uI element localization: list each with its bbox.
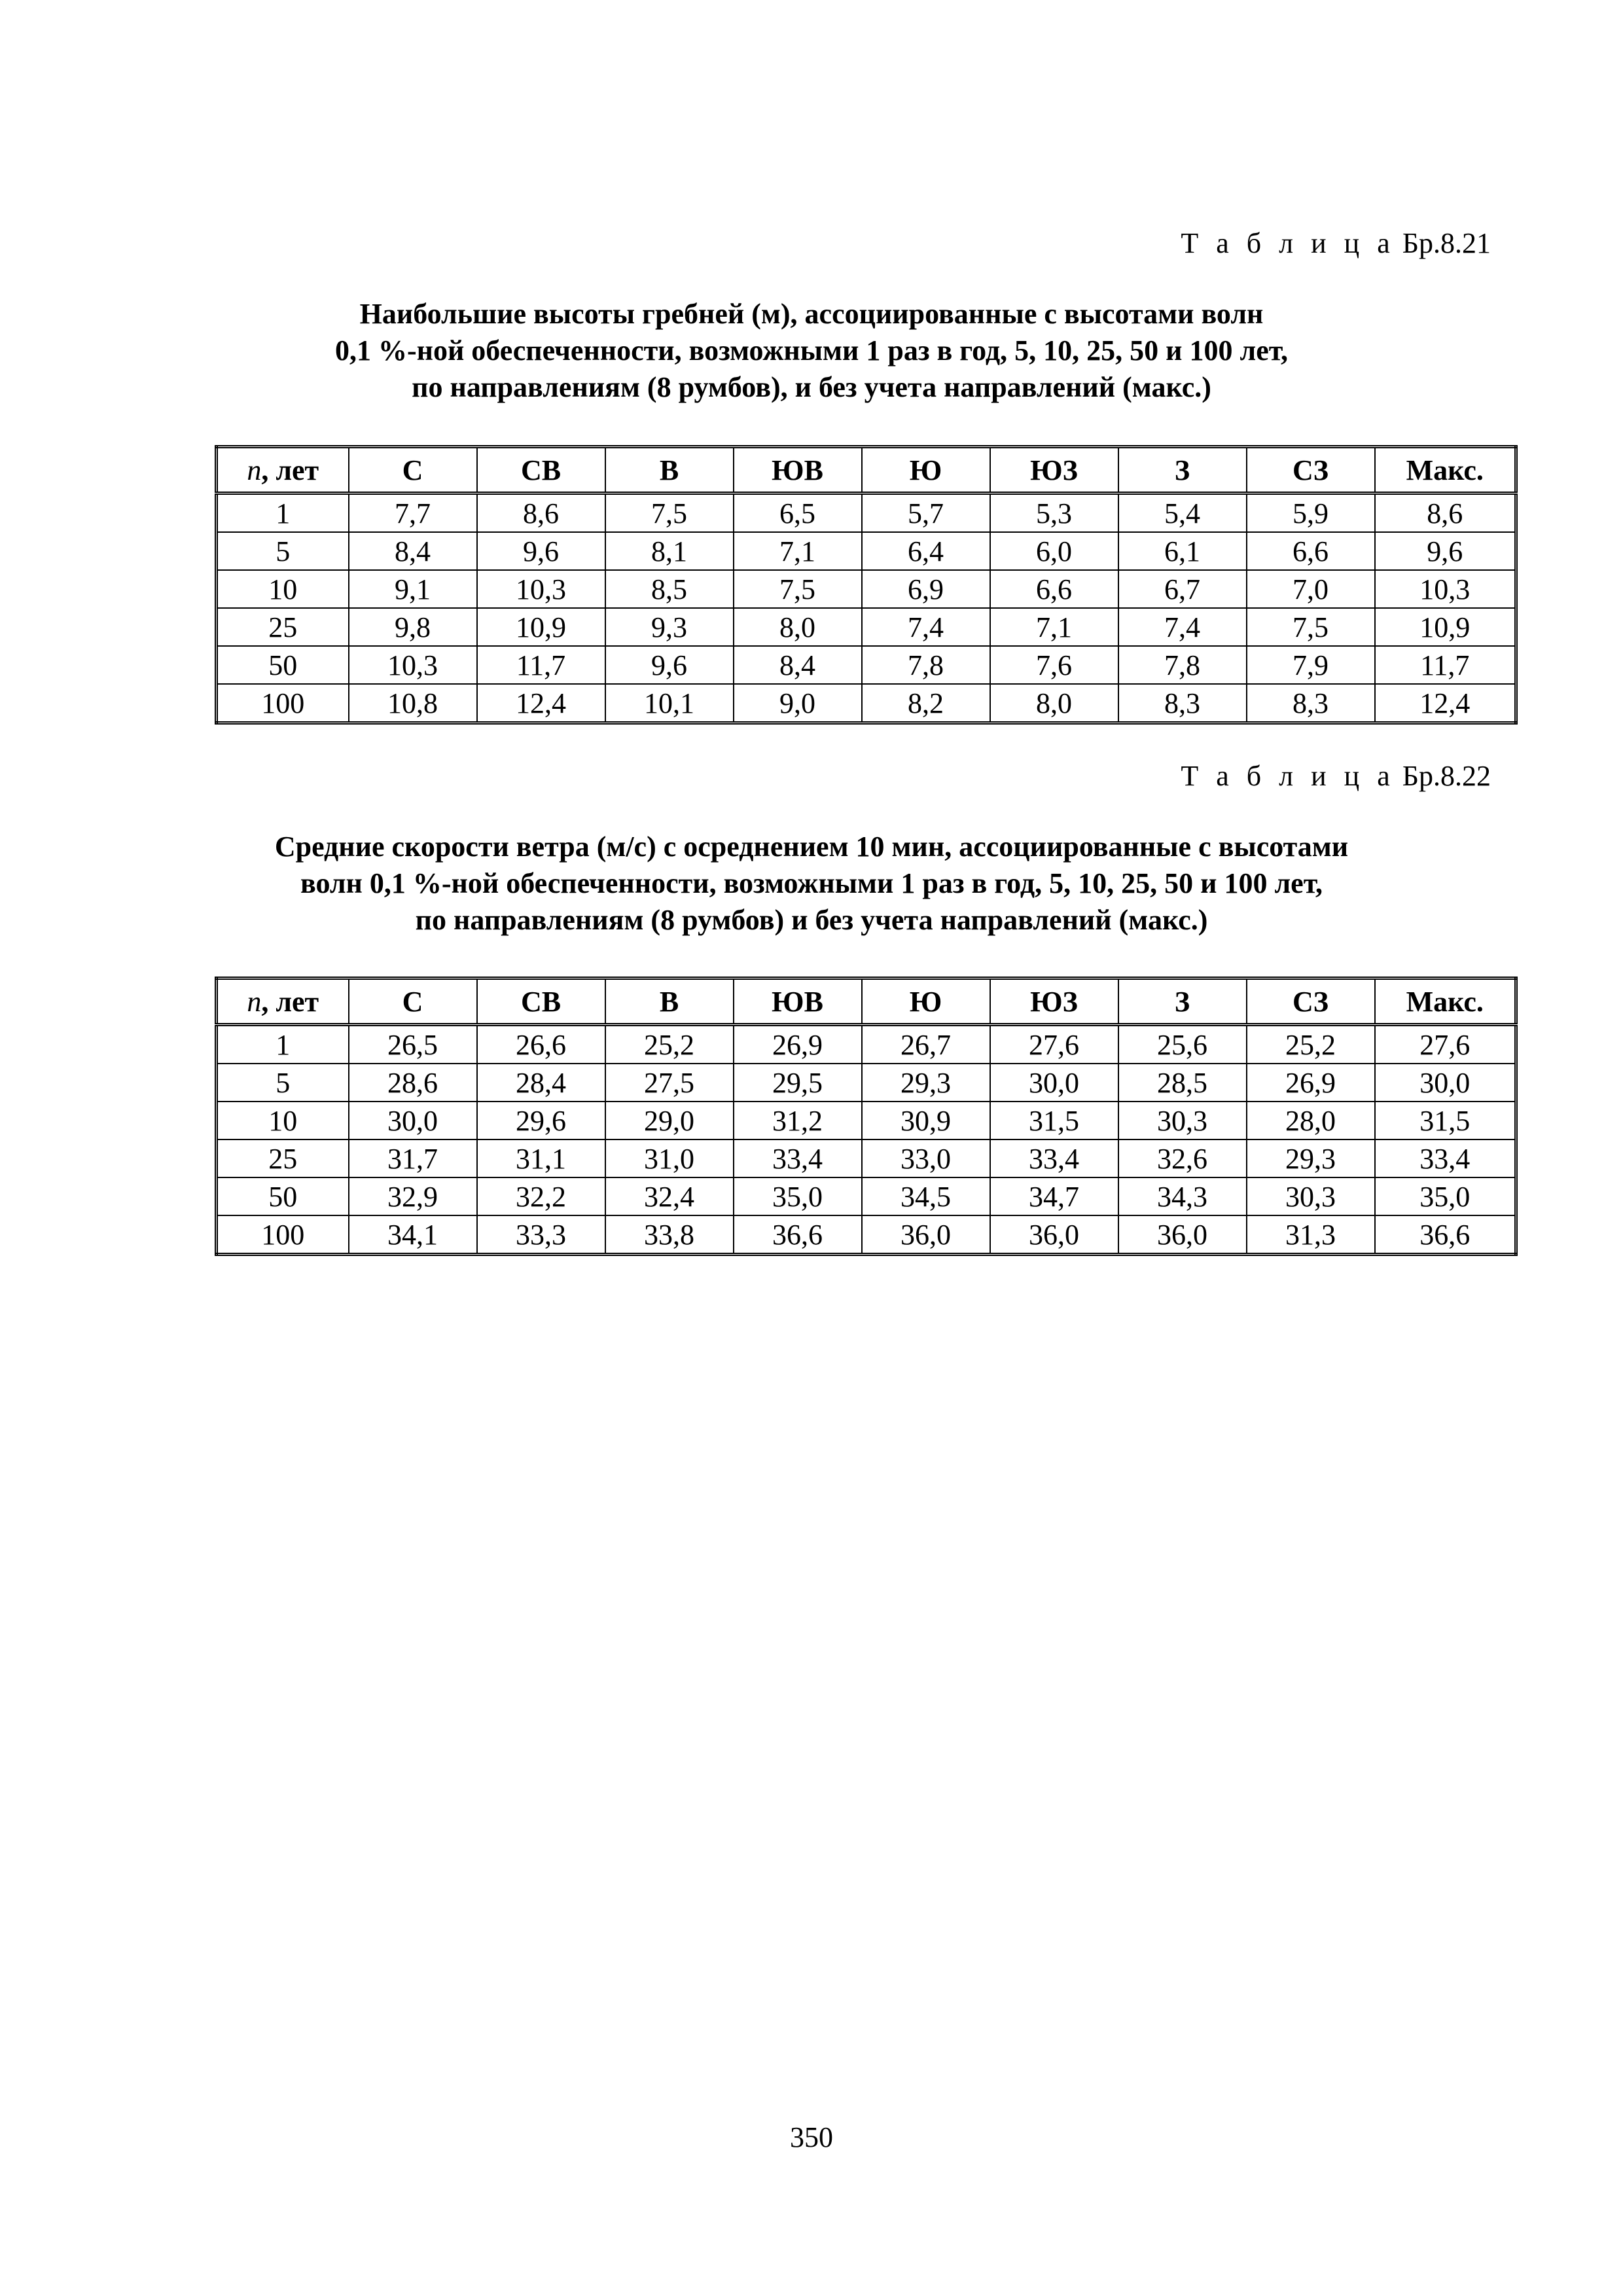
table-cell: 7,8: [862, 646, 990, 684]
table-cell: 7,5: [734, 570, 862, 608]
table-cell: 9,0: [734, 684, 862, 723]
table-row: [217, 570, 1516, 608]
table-cell: 35,0: [734, 1177, 862, 1215]
table-row: [217, 646, 1516, 684]
table-label-1: [1181, 226, 1491, 260]
table-row: [217, 1177, 1516, 1215]
table-cell: 36,6: [734, 1215, 862, 1255]
column-header-years: n, лет: [217, 447, 349, 493]
table-label-2: [1181, 759, 1491, 793]
wind-speed-table: [215, 977, 1518, 1256]
caption-line: 0,1 %-ной обеспеченности, возможными 1 раз в год, 5, 10, 25, 50 и 100 лет,: [334, 334, 1289, 367]
table-label-prefix: Т а б л и ц а: [1181, 760, 1395, 792]
table-cell: 9,6: [477, 532, 605, 570]
table-row: [217, 1139, 1516, 1177]
table-cell: 29,3: [1247, 1139, 1375, 1177]
table-cell: 9,6: [605, 646, 734, 684]
page-number: 350: [790, 2121, 833, 2153]
table-cell: 29,0: [605, 1102, 734, 1139]
row-header-years: 25: [217, 1139, 349, 1177]
table-cell: 7,0: [1247, 570, 1375, 608]
table-cell: 9,3: [605, 608, 734, 646]
table-cell: 31,7: [349, 1139, 477, 1177]
table-row: [217, 1025, 1516, 1064]
table-cell: 10,3: [477, 570, 605, 608]
table-label-prefix: Т а б л и ц а: [1181, 227, 1395, 259]
table-row: [217, 1064, 1516, 1102]
table-row: [217, 684, 1516, 723]
table-cell: 9,1: [349, 570, 477, 608]
table-cell: 8,0: [990, 684, 1118, 723]
row-header-years: 5: [217, 532, 349, 570]
table-cell: 31,5: [1375, 1102, 1516, 1139]
table-cell: 36,0: [862, 1215, 990, 1255]
table-cell: 26,9: [1247, 1064, 1375, 1102]
row-header-years: 50: [217, 646, 349, 684]
table-cell: 33,4: [1375, 1139, 1516, 1177]
row-header-years: 100: [217, 684, 349, 723]
table-cell: 26,5: [349, 1025, 477, 1064]
row-header-years: 10: [217, 570, 349, 608]
table-cell: 5,3: [990, 493, 1118, 533]
table-cell: 34,7: [990, 1177, 1118, 1215]
table-label-id: Бр.8.22: [1402, 760, 1491, 792]
column-header-years: n, лет: [217, 978, 349, 1025]
table-cell: 8,5: [605, 570, 734, 608]
table-cell: 25,2: [605, 1025, 734, 1064]
table-cell: 34,1: [349, 1215, 477, 1255]
table-cell: 10,9: [477, 608, 605, 646]
table-cell: 26,7: [862, 1025, 990, 1064]
row-header-years: 50: [217, 1177, 349, 1215]
row-header-years: 25: [217, 608, 349, 646]
table-cell: 30,0: [349, 1102, 477, 1139]
table-cell: 5,4: [1118, 493, 1247, 533]
table-cell: 25,6: [1118, 1025, 1247, 1064]
table-cell: 31,5: [990, 1102, 1118, 1139]
table-cell: 8,3: [1118, 684, 1247, 723]
table-cell: 8,4: [734, 646, 862, 684]
column-header: В: [605, 978, 734, 1025]
table-cell: 9,8: [349, 608, 477, 646]
table-cell: 36,6: [1375, 1215, 1516, 1255]
column-header: Макс.: [1375, 447, 1516, 493]
table-cell: 8,6: [477, 493, 605, 533]
table-row: [217, 532, 1516, 570]
table-row: [217, 1215, 1516, 1255]
table-cell: 8,4: [349, 532, 477, 570]
column-header: СЗ: [1247, 978, 1375, 1025]
table-cell: 28,6: [349, 1064, 477, 1102]
table-cell: 7,8: [1118, 646, 1247, 684]
table-cell: 7,4: [862, 608, 990, 646]
table-cell: 26,6: [477, 1025, 605, 1064]
table-cell: 29,6: [477, 1102, 605, 1139]
table-row: [217, 608, 1516, 646]
row-header-years: 5: [217, 1064, 349, 1102]
table-cell: 26,9: [734, 1025, 862, 1064]
caption-line: по направлениям (8 румбов) и без учета направлений (макс.): [415, 904, 1208, 936]
table-cell: 36,0: [1118, 1215, 1247, 1255]
caption-line: по направлениям (8 румбов), и без учета направлений (макс.): [412, 371, 1211, 403]
table-cell: 12,4: [1375, 684, 1516, 723]
table-cell: 34,3: [1118, 1177, 1247, 1215]
column-header: ЮЗ: [990, 978, 1118, 1025]
table-cell: 8,1: [605, 532, 734, 570]
table-cell: 6,1: [1118, 532, 1247, 570]
column-header: ЮВ: [734, 447, 862, 493]
table-cell: 32,6: [1118, 1139, 1247, 1177]
column-header: Макс.: [1375, 978, 1516, 1025]
table-cell: 31,3: [1247, 1215, 1375, 1255]
table-cell: 29,3: [862, 1064, 990, 1102]
table-cell: 7,1: [734, 532, 862, 570]
table-label-id: Бр.8.21: [1402, 227, 1491, 259]
column-header: С: [349, 978, 477, 1025]
table-cell: 27,6: [1375, 1025, 1516, 1064]
row-header-years: 10: [217, 1102, 349, 1139]
column-header: ЮВ: [734, 978, 862, 1025]
table-cell: 10,3: [1375, 570, 1516, 608]
table-cell: 31,0: [605, 1139, 734, 1177]
table-cell: 7,6: [990, 646, 1118, 684]
row-header-years: 100: [217, 1215, 349, 1255]
table-cell: 28,5: [1118, 1064, 1247, 1102]
header-row: [217, 447, 1516, 493]
table-cell: 33,3: [477, 1215, 605, 1255]
table-cell: 27,5: [605, 1064, 734, 1102]
table-cell: 32,9: [349, 1177, 477, 1215]
column-header: С: [349, 447, 477, 493]
table-cell: 7,4: [1118, 608, 1247, 646]
table-cell: 30,0: [1375, 1064, 1516, 1102]
column-header: СВ: [477, 447, 605, 493]
table-cell: 28,0: [1247, 1102, 1375, 1139]
table-cell: 28,4: [477, 1064, 605, 1102]
table-cell: 34,5: [862, 1177, 990, 1215]
table-cell: 36,0: [990, 1215, 1118, 1255]
table-cell: 5,7: [862, 493, 990, 533]
table-cell: 11,7: [1375, 646, 1516, 684]
table-caption-2: [196, 829, 1427, 939]
table-cell: 8,3: [1247, 684, 1375, 723]
table-cell: 30,3: [1247, 1177, 1375, 1215]
table-row: [217, 493, 1516, 533]
table-cell: 10,1: [605, 684, 734, 723]
table-cell: 6,4: [862, 532, 990, 570]
table-cell: 6,0: [990, 532, 1118, 570]
column-header: СЗ: [1247, 447, 1375, 493]
table-cell: 6,9: [862, 570, 990, 608]
table-cell: 7,5: [1247, 608, 1375, 646]
header-row: [217, 978, 1516, 1025]
table-cell: 6,6: [1247, 532, 1375, 570]
table-cell: 7,9: [1247, 646, 1375, 684]
table-cell: 7,1: [990, 608, 1118, 646]
table-cell: 33,0: [862, 1139, 990, 1177]
table-cell: 32,2: [477, 1177, 605, 1215]
column-header: З: [1118, 447, 1247, 493]
table-cell: 33,4: [990, 1139, 1118, 1177]
column-header: СВ: [477, 978, 605, 1025]
table-cell: 30,0: [990, 1064, 1118, 1102]
table-cell: 11,7: [477, 646, 605, 684]
table-cell: 35,0: [1375, 1177, 1516, 1215]
table-cell: 6,7: [1118, 570, 1247, 608]
table-cell: 30,9: [862, 1102, 990, 1139]
table-cell: 30,3: [1118, 1102, 1247, 1139]
table-cell: 33,8: [605, 1215, 734, 1255]
caption-line: Средние скорости ветра (м/с) с осреднением 10 мин, ассоциированные с высотами: [274, 831, 1349, 863]
table-cell: 10,8: [349, 684, 477, 723]
table-cell: 6,5: [734, 493, 862, 533]
table-cell: 8,0: [734, 608, 862, 646]
table-cell: 8,2: [862, 684, 990, 723]
wave-crest-table: [215, 445, 1518, 725]
table-cell: 10,3: [349, 646, 477, 684]
caption-line: волн 0,1 %-ной обеспеченности, возможными 1 раз в год, 5, 10, 25, 50 и 100 лет,: [300, 867, 1323, 899]
column-header: З: [1118, 978, 1247, 1025]
table-cell: 32,4: [605, 1177, 734, 1215]
table-cell: 12,4: [477, 684, 605, 723]
table-cell: 27,6: [990, 1025, 1118, 1064]
table-cell: 10,9: [1375, 608, 1516, 646]
column-header: ЮЗ: [990, 447, 1118, 493]
table-cell: 31,1: [477, 1139, 605, 1177]
table-caption-1: [196, 296, 1427, 406]
table-cell: 29,5: [734, 1064, 862, 1102]
row-header-years: 1: [217, 1025, 349, 1064]
table-cell: 8,6: [1375, 493, 1516, 533]
column-header: Ю: [862, 447, 990, 493]
table-cell: 7,7: [349, 493, 477, 533]
table-cell: 31,2: [734, 1102, 862, 1139]
column-header: В: [605, 447, 734, 493]
table-cell: 9,6: [1375, 532, 1516, 570]
table-cell: 7,5: [605, 493, 734, 533]
table-row: [217, 1102, 1516, 1139]
column-header: Ю: [862, 978, 990, 1025]
table-cell: 25,2: [1247, 1025, 1375, 1064]
row-header-years: 1: [217, 493, 349, 533]
caption-line: Наибольшие высоты гребней (м), ассоциированные с высотами волн: [359, 298, 1264, 330]
table-cell: 5,9: [1247, 493, 1375, 533]
table-cell: 6,6: [990, 570, 1118, 608]
table-cell: 33,4: [734, 1139, 862, 1177]
